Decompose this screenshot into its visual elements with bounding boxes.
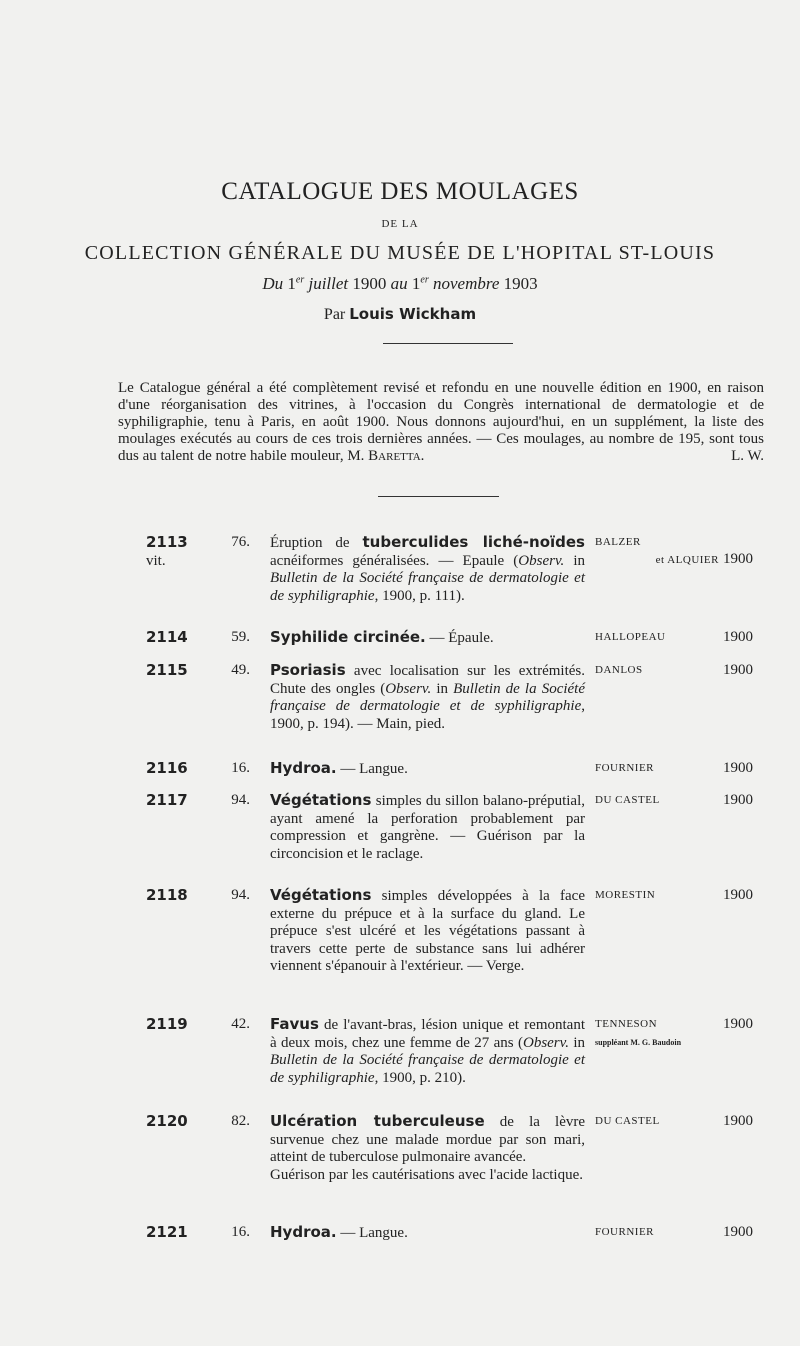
entry-ref: 16.	[231, 1224, 250, 1240]
entry-number: 2117	[146, 791, 188, 809]
entry-doctor: DANLOS	[595, 664, 643, 676]
entry-doctor: FOURNIER	[595, 762, 655, 774]
entry-description: Hydroa. — Langue.	[270, 759, 408, 777]
entry-year: 1900	[723, 1113, 753, 1129]
entry-ref: 16.	[231, 760, 250, 776]
entry-year: 1900	[723, 1224, 753, 1240]
author-line: Par Louis Wickham	[323, 305, 477, 323]
intro-paragraph: Le Catalogue général a été complètement revisé et refondu en une nouvelle édition en 1900, en raison d'une réorganisation des vitrines, à l'occasion du Congrès international de dermatologie et de syphiligraphie, tenu à Paris, en août 1900. Nous donnons aujourd'hui, en un supplément, la liste des moulages exécutés au cours de ces trois dernières années. — Ces moulages, au nombre de 195, sont tous dus au talent de notre habile mouleur, M. Baretta. L. W.	[118, 380, 764, 464]
entry-description: Psoriasis avec localisation sur les extrémités. Chute des ongles (Observ. in Bulletin de la Société française de dermatologie et de syphiligraphie, 1900, p. 194). — Main, pied.	[270, 661, 585, 732]
date-range: Du 1er juillet 1900 au 1er novembre 1903	[262, 274, 538, 293]
entry-description: Végétations simples développées à la face externe du prépuce et à la surface du gland. Le prépuce s'est ulcéré et les végétations passant à travers cette perte de substance sans lui adhérer viennent s'épanouir à l'extérieur. — Verge.	[270, 886, 585, 974]
entry-description: Végétations simples du sillon balano-préputial, ayant amené la perforation probablement par compression et gangrène. — Guérison par la circoncision et le raclage.	[270, 791, 585, 862]
signature: L. W.	[731, 448, 764, 464]
entry-year: 1900	[723, 792, 753, 808]
entry-description: Ulcération tuberculeuse de la lèvre survenue chez une malade mordue par son mari, atteint de tuberculose pulmonaire avancée. Guérison par les cautérisations avec l'acide lactique.	[270, 1112, 585, 1183]
entry-ref: 42.	[231, 1016, 250, 1032]
entry-doctor: HALLOPEAU	[595, 631, 666, 643]
entry-doctor: BALZER et ALQUIER	[595, 536, 719, 566]
entry-doctor: DU CASTEL	[595, 1115, 660, 1127]
entry-description: Syphilide circinée. — Épaule.	[270, 628, 494, 646]
entry-year: 1900	[723, 760, 753, 776]
entry-number: 2121	[146, 1223, 188, 1241]
entry-doctor: TENNESON suppléant M. G. Baudoin	[595, 1018, 682, 1047]
entry-ref: 59.	[231, 629, 250, 645]
divider	[383, 343, 513, 344]
entry-vitrine: vit.	[146, 552, 166, 569]
entry-ref: 76.	[231, 534, 250, 550]
divider	[378, 496, 499, 497]
entry-number: 2120	[146, 1112, 188, 1130]
entry-year: 1900	[723, 629, 753, 645]
entry-ref: 49.	[231, 662, 250, 678]
mouleur-name: Baretta.	[368, 448, 425, 464]
entry-number: 2119	[146, 1015, 188, 1033]
catalogue-title: CATALOGUE DES MOULAGES	[221, 178, 579, 205]
entry-doctor: MORESTIN	[595, 889, 656, 901]
entry-description: Hydroa. — Langue.	[270, 1223, 408, 1241]
collection-heading: COLLECTION GÉNÉRALE DU MUSÉE DE L'HOPITAL ST-LOUIS	[84, 242, 716, 264]
entry-year: 1900	[723, 887, 753, 903]
entry-number: 2114	[146, 628, 188, 646]
entry-number: 2118	[146, 886, 188, 904]
entry-ref: 82.	[231, 1113, 250, 1129]
entry-number: 2113	[146, 533, 188, 551]
entry-description: Favus de l'avant-bras, lésion unique et remontant à deux mois, chez une femme de 27 ans (Observ. in Bulletin de la Société française de dermatologie et de syphiligraphie, 1900, p. 210).	[270, 1015, 585, 1086]
entry-year: 1900	[723, 662, 753, 678]
entry-description: Éruption de tuberculides liché-noïdes acnéiformes généralisées. — Epaule (Observ. in Bulletin de la Société française de dermatologie et de syphiligraphie, 1900, p. 111).	[270, 533, 585, 604]
entry-number: 2116	[146, 759, 188, 777]
entry-year: 1900	[723, 551, 753, 567]
entry-ref: 94.	[231, 792, 250, 808]
title-connector: DE LA	[381, 218, 419, 230]
author-name: Louis Wickham	[349, 305, 477, 323]
entry-ref: 94.	[231, 887, 250, 903]
entry-year: 1900	[723, 1016, 753, 1032]
entry-number: 2115	[146, 661, 188, 679]
entry-doctor: FOURNIER	[595, 1226, 655, 1238]
entry-doctor: DU CASTEL	[595, 794, 660, 806]
